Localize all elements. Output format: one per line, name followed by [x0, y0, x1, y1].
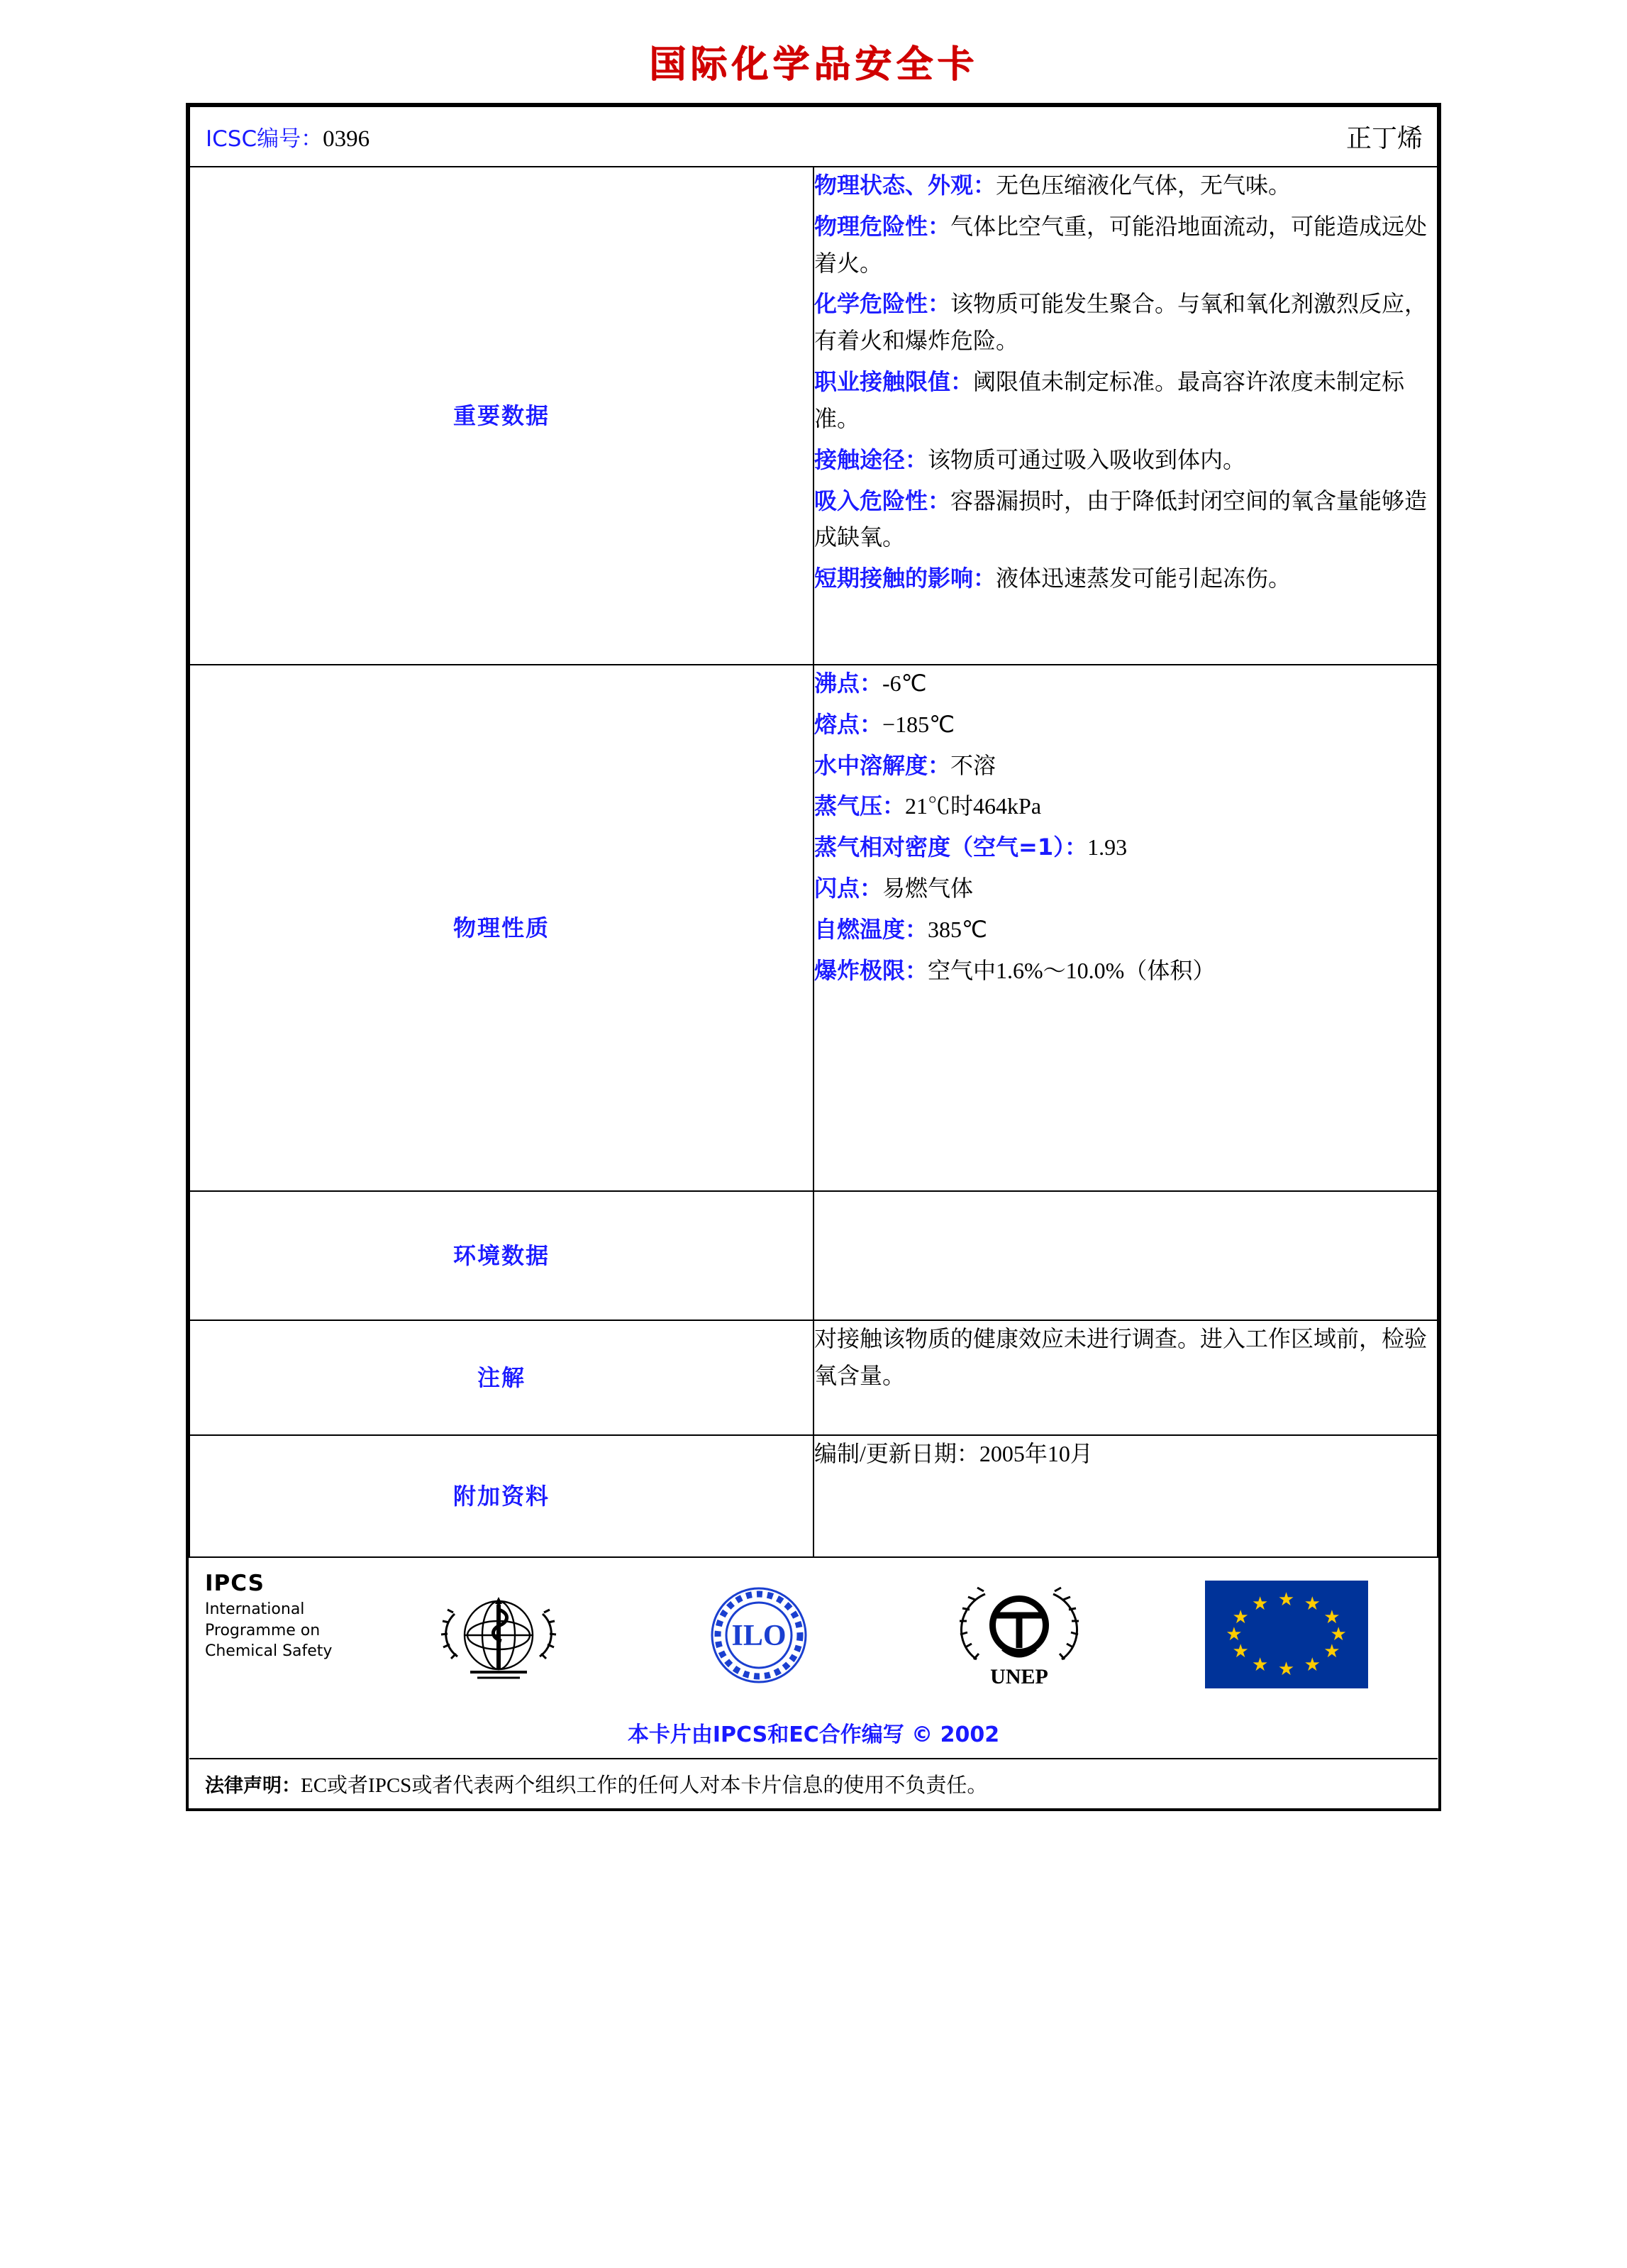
unep-logo — [945, 1571, 1094, 1698]
entry-relative-vapour-density: 蒸气相对密度（空气=1）：1.93 — [814, 834, 1128, 861]
entry-boiling-point: 沸点：-6℃ — [814, 670, 927, 697]
icsc-card — [186, 103, 1441, 1811]
icsc-label: ICSC编号： — [206, 126, 323, 152]
icsc-number: 0396 — [323, 126, 370, 152]
eu-flag-logo: ★ ★ ★ ★ ★ ★ ★ ★ ★ ★ ★ ★ — [1205, 1581, 1368, 1688]
entry-vapour-pressure: 蒸气压：21℃时464kPa — [814, 792, 1042, 820]
section-content-additional-info — [814, 1435, 1438, 1557]
footer-copyright: © 2002 — [911, 1722, 1000, 1747]
footer-caption — [189, 1717, 1438, 1758]
substance-name: 正丁烯 — [1345, 124, 1423, 153]
section-row-additional-info — [189, 1435, 1438, 1557]
legal-row — [189, 1759, 1438, 1808]
logo-strip — [375, 1571, 1431, 1698]
section-label-additional-info: 附加资料 — [189, 1435, 814, 1557]
section-label-important-data: 重要数据 — [189, 167, 814, 665]
section-label-environmental-data: 环境数据 — [189, 1191, 814, 1320]
ipcs-full-name: International Programme on Chemical Safety — [205, 1600, 333, 1661]
section-content-environmental-data — [814, 1191, 1438, 1320]
icsc-number-block — [206, 121, 370, 153]
svg-text:ILO: ILO — [731, 1619, 787, 1652]
svg-text:UNEP: UNEP — [989, 1665, 1048, 1688]
entry-short-term-effects: 短期接触的影响：液体迅速蒸发可能引起冻伤。 — [814, 565, 1292, 592]
section-label-physical-properties: 物理性质 — [189, 665, 814, 1191]
section-row-physical-properties — [189, 665, 1438, 1191]
card-table — [189, 106, 1438, 1808]
section-content-important-data — [814, 167, 1438, 665]
footer-logos-row — [189, 1557, 1438, 1759]
section-row-environmental-data — [189, 1191, 1438, 1320]
footer-logos — [189, 1558, 1438, 1717]
entry-physical-danger: 物理危险性：气体比空气重，可能沿地面流动，可能造成远处着火。 — [814, 212, 1428, 276]
entry-physical-state: 物理状态、外观：无色压缩液化气体，无气味。 — [814, 172, 1292, 199]
entry-inhalation-risk: 吸入危险性：容器漏损时，由于降低封闭空间的氧含量能够造成缺氧。 — [814, 487, 1428, 551]
legal-notice — [189, 1759, 1438, 1808]
ipcs-acronym: IPCS — [205, 1571, 265, 1596]
page-title: 国际化学品安全卡 — [648, 43, 978, 86]
section-content-notes — [814, 1320, 1438, 1435]
entry-auto-ignition-temperature: 自燃温度：385℃ — [814, 915, 987, 943]
section-row-notes — [189, 1320, 1438, 1435]
entry-chemical-danger: 化学危险性：该物质可能发生聚合。与氧和氧化剂激烈反应，有着火和爆炸危险。 — [814, 290, 1428, 354]
ipcs-block — [205, 1571, 375, 1662]
ilo-logo — [684, 1571, 833, 1698]
entry-flash-point: 闪点：易燃气体 — [814, 875, 974, 902]
section-content-physical-properties — [814, 665, 1438, 1191]
section-label-notes: 注解 — [189, 1320, 814, 1435]
footer-caption-text: 本卡片由IPCS和EC合作编写 — [627, 1722, 904, 1747]
section-row-important-data — [189, 167, 1438, 665]
card-header-row — [189, 106, 1438, 167]
entry-revision-date: 编制/更新日期：2005年10月 — [814, 1441, 1093, 1466]
legal-text: EC或者IPCS或者代表两个组织工作的任何人对本卡片信息的使用不负责任。 — [301, 1774, 988, 1797]
who-logo — [424, 1571, 573, 1698]
legal-label: 法律声明： — [205, 1775, 301, 1797]
entry-exposure-routes: 接触途径：该物质可通过吸入吸收到体内。 — [814, 446, 1246, 473]
entry-explosive-limits: 爆炸极限：空气中1.6%～10.0%（体积） — [814, 956, 1216, 984]
entry-melting-point: 熔点：−185℃ — [814, 710, 955, 738]
entry-water-solubility: 水中溶解度：不溶 — [814, 751, 996, 779]
entry-exposure-limits: 职业接触限值：阈限值未制定标准。最高容许浓度未制定标准。 — [814, 368, 1405, 431]
entry-notes-text: 对接触该物质的健康效应未进行调查。进入工作区域前，检验氧含量。 — [814, 1326, 1428, 1388]
